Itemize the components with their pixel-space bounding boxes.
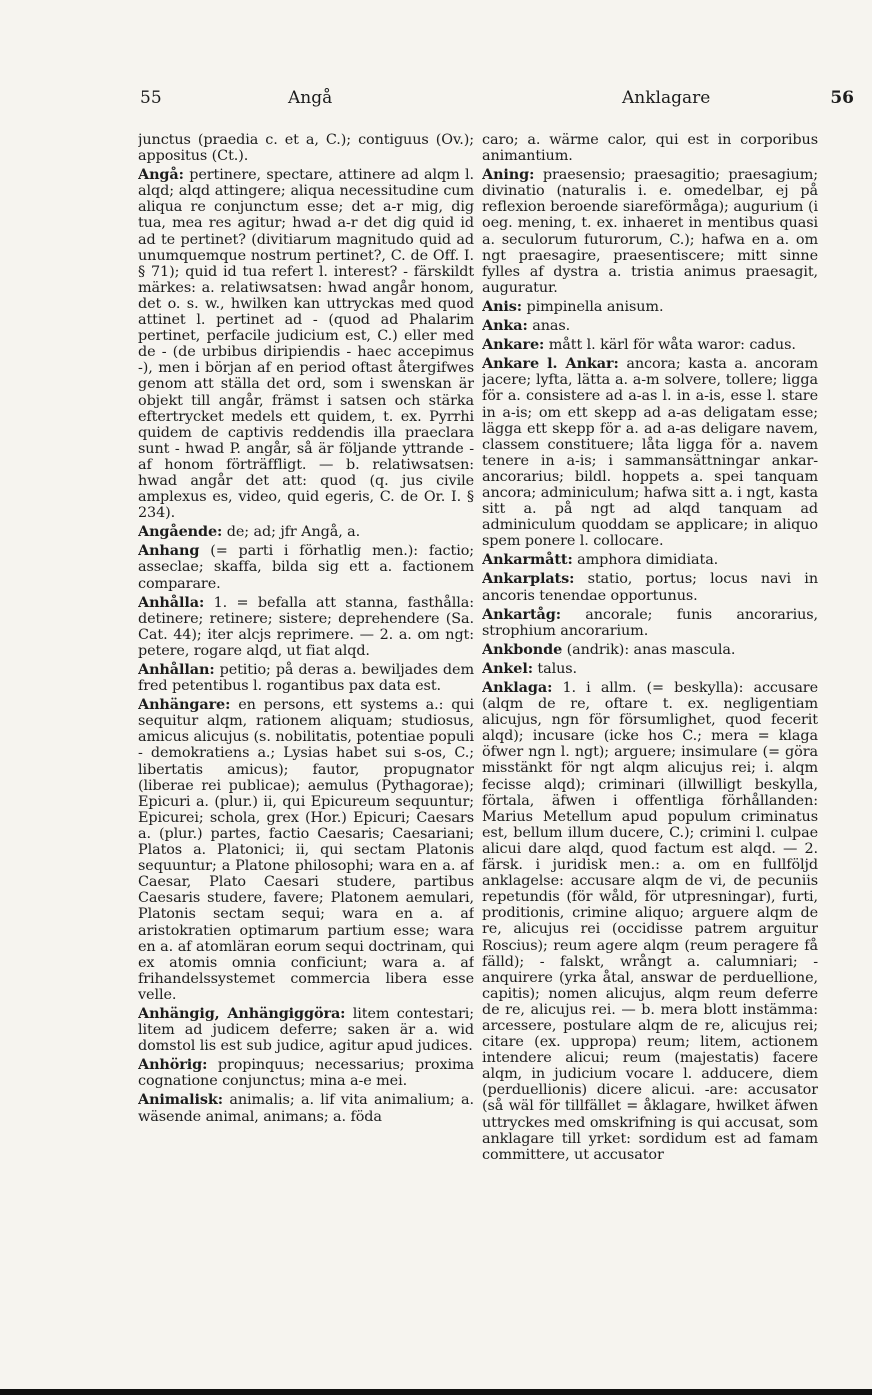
entry-headword: Ankartåg: [482, 605, 561, 623]
entry-headword: Animalisk: [138, 1091, 223, 1109]
entry-headword: Ankare l. Ankar: [482, 355, 619, 373]
dictionary-entry [482, 552, 818, 568]
entry-text: pertinere, spectare, attinere ad alqm l. alqd; alqd attingere; aliqua necessitudine cum aliqua re conjunctum esse; det a-r mig, dig tua, mea res agitur; hwad a-r det dig quid id ad te pertinet? (divitiarum magnitudo quid ad unumquemque nostrum pertinet?, C. de Off. I. § 71); quid id tua refert l. interest? - färskildt märkes: a. relatiwsatsen: hwad angår honom, det o. s. w., hwilken kan uttryckas med quod attinet l. pertinet ad - (quod ad Phalarim pertinet, perfacile judicium est, C.) eller med de - (de urbibus diripiendis - haec accepimus -), men i början af en period oftast återgifwes genom att ställa det ord, som i swenskan är objekt till angår, främst i satsen och stärka eftertrycket medels ett quidem, t. ex. Pyrrhi quidem de captivis reddendis illa praeclara sunt - hwad P. angår, så är följande yttrande - af honom förträffligt. — b. relatiwsatsen: hwad angår det att: quod (q. jus civile amplexus es, video, quid egeris, C. de Or. I. § 234). [138, 167, 474, 522]
entry-headword: Ankarmått: [482, 551, 573, 569]
entry-headword: Anhang [138, 542, 200, 560]
entry-text: propinquus; necessarius; proxima cognatione conjunctus; mina a-e mei. [138, 1057, 474, 1090]
dictionary-entry [482, 337, 818, 353]
entry-text: statio, portus; locus navi in ancoris tenendae opportunus. [482, 571, 818, 604]
entry-text: 1. = befalla att stanna, fasthålla: detinere; retinere; sistere; deprehendere (Sa. Cat. 44); iter alcjs reprimere. — 2. a. om ngt: petere, rogare alqd, ut fiat alqd. [138, 594, 474, 659]
entry-headword: Ankarplats: [482, 570, 575, 588]
dictionary-entry [482, 607, 818, 639]
dictionary-entry [138, 543, 474, 591]
dictionary-entry [138, 595, 474, 659]
entry-headword: Anka: [482, 317, 528, 335]
entry-text: (= parti i förhatlig men.): factio; asseclae; skaffa, bilda sig ett a. factionem comparare. [138, 543, 474, 592]
entry-headword: Anhängig, Anhängiggöra: [138, 1004, 346, 1022]
entry-headword: Angående: [138, 523, 223, 541]
entry-text: talus. [537, 660, 578, 677]
entry-text: petitio; på deras a. bewiljades dem fred petentibus l. rogantibus pax data est. [138, 662, 474, 695]
entry-headword: Anhängare: [138, 696, 231, 714]
dictionary-entry [138, 1057, 474, 1089]
entry-text: pimpinella anisum. [526, 298, 664, 315]
entry-headword: Anis: [482, 297, 523, 315]
dictionary-entry [482, 680, 818, 1163]
entry-text: ancora; kasta a. ancoram jacere; lyfta, lätta a. a-m solvere, tollere; ligga för a. consistere ad a-as l. in a-is, esse l. stare in a-is; om ett skepp ad a-as deligatam esse; lägga ett skepp för a. ad a-as deligare navem, classem constituere; låta ligga för a. navem tenere in a-is; i sammansättningar ankar- ancorarius; bildl. hoppets a. spei tanquam ancora; adminiculum; hafwa sitt a. i ngt, kasta sitt a. på ngt ad alqd tanquam ad adminiculum quoddam se applicare; in aliquo spem ponere l. collocare. [482, 356, 818, 550]
dictionary-entry [138, 167, 474, 521]
entry-headword: Anklaga: [482, 679, 553, 696]
entry-text: anas. [532, 318, 571, 335]
entry-text: litem contestari; litem ad judicem deferre; saken är a. wid domstol lis est sub judice, agitur apud judices. [138, 1005, 474, 1055]
dictionary-entry [482, 356, 818, 549]
entry-text: de; ad; jfr Angå, a. [226, 524, 361, 541]
entry-headword: Angå: [138, 166, 184, 184]
running-header [140, 88, 854, 118]
entry-headword: Anhörig: [138, 1056, 208, 1074]
page-number-left: 55 [140, 88, 162, 108]
dictionary-entry [482, 642, 818, 658]
dictionary-entry [138, 662, 474, 694]
entry-text: ancorale; funis ancorarius, strophium ancorarium. [482, 606, 818, 639]
right-column [482, 132, 818, 1384]
dictionary-entry [482, 661, 818, 677]
entry-headword: Ankel: [482, 659, 533, 677]
entry-text: animalis; a. lif vita animalium; a. wäsende animal, animans; a. föda [138, 1092, 474, 1125]
dictionary-entry [138, 132, 474, 164]
entry-text: mått l. kärl för wåta waror: cadus. [548, 337, 796, 354]
left-column [138, 132, 474, 1384]
dictionary-entry [138, 1006, 474, 1054]
entry-headword: Aning: [482, 166, 535, 184]
dictionary-entry [482, 167, 818, 296]
entry-text: (andrik): anas mascula. [566, 641, 736, 658]
dictionary-entry [482, 299, 818, 315]
entry-text: caro; a. wärme calor, qui est in corporibus animantium. [482, 132, 818, 165]
dictionary-entry [138, 524, 474, 540]
entry-text: junctus (praedia c. et a, C.); contiguus (Ov.); appositus (Ct.). [138, 132, 474, 165]
entry-text: amphora dimidiata. [577, 552, 719, 569]
entry-text: 1. i allm. (= beskylla): accusare (alqm de re, oftare t. ex. negligentiam alicujus, ngn för försumlighet, quod fecerit alqd); incusare (icke hos C.; mera = klaga öfwer ngn l. ngt); arguere; insimulare (= göra misstänkt för ngt alqm alicujus rei; i. alqm fecisse alqd); criminari (illwilligt beskylla, förtala, äfwen i offentliga förhållanden: Marius Metellum apud populum criminatus est, bellum illum ducere, C.); crimini l. culpae alicui dare alqd, quod factum est alqd. — 2. färsk. i juridisk men.: a. om en fullföljd anklagelse: accusare alqm de vi, de pecuniis repetundis (för wåld, för utpresningar), furti, proditionis, crimine aliquo; arguere alqm de re, alicujus rei (occidisse patrem arguitur Roscius); reum agere alqm (reum peragere få fälld); - falskt, wrångt a. calumniari; - anquirere (yrka åtal, answar de perduellione, capitis); nomen alicujus, alqm reum deferre de re, alicujus rei. — b. mera blott instämma: arcessere, postulare alqm de re, alicujus rei; citare (ex. uppropa) reum; litem, actionem intendere alicui; reum (majestatis) facere alqm, in judicium vocare l. adducere, diem (perduellionis) dicere alicui. -are: accusator (så wäl för tillfället = åklagare, hwilket äfwen uttryckes med omskrifning is qui accusat, som anklagare till yrket: sordidum est ad famam committere, ut accusator [482, 680, 818, 1163]
page-number-right: 56 [830, 88, 854, 108]
entry-headword: Anhållan: [138, 661, 215, 678]
entry-headword: Anhålla: [138, 593, 205, 611]
dictionary-entry [482, 571, 818, 603]
dictionary-entry [482, 318, 818, 334]
dictionary-entry [138, 1092, 474, 1124]
entry-headword: Ankare: [482, 336, 545, 354]
dictionary-entry [138, 697, 474, 1003]
entry-text: en persons, ett systems a.: qui sequitur alqm, rationem aliquam; studiosus, amicus alicujus (s. nobilitatis, potentiae populi - demokratiens a.; Lysias habet sui s-os, C.; libertatis amicus); fautor, propugnator (liberae rei publicae); aemulus (Pythagorae); Epicuri a. (plur.) ii, qui Epicureum sequuntur; Epicurei; schola, grex (Hor.) Epicuri; Caesars a. (plur.) partes, factio Caesaris; Caesariani; Platos a. Platonici; ii, qui sectam Platonis sequuntur; a Platone philosophi; wara en a. af Caesar, Plato Caesari studere, partibus Caesaris studere, favere; Platonem aemulari, Platonis sectam sequi; wara en a. af aristokratien optimarum partium esse; wara en a. af atomläran eorum sequi doctrinam, qui ex atomis omnia conficiunt; wara a. af frihandelssystemet commercia libera esse velle. [138, 697, 474, 1003]
dictionary-entry [482, 132, 818, 164]
running-headword-left: Angå [288, 88, 333, 108]
entry-text: praesensio; praesagitio; praesagium; divinatio (naturalis i. e. omedelbar, ej på reflexion beroende siareförmåga); augurium (i oeg. mening, t. ex. inhaeret in mentibus quasi a. seculorum futurorum, C.); hafwa en a. om ngt praesagire, praesentiscere; mitt sinne fylles af dystra a. tristia animus praesagit, auguratur. [482, 167, 818, 296]
scan-bottom-edge [0, 1389, 872, 1395]
entry-headword: Ankbonde [482, 640, 563, 658]
running-headword-right: Anklagare [622, 88, 711, 108]
